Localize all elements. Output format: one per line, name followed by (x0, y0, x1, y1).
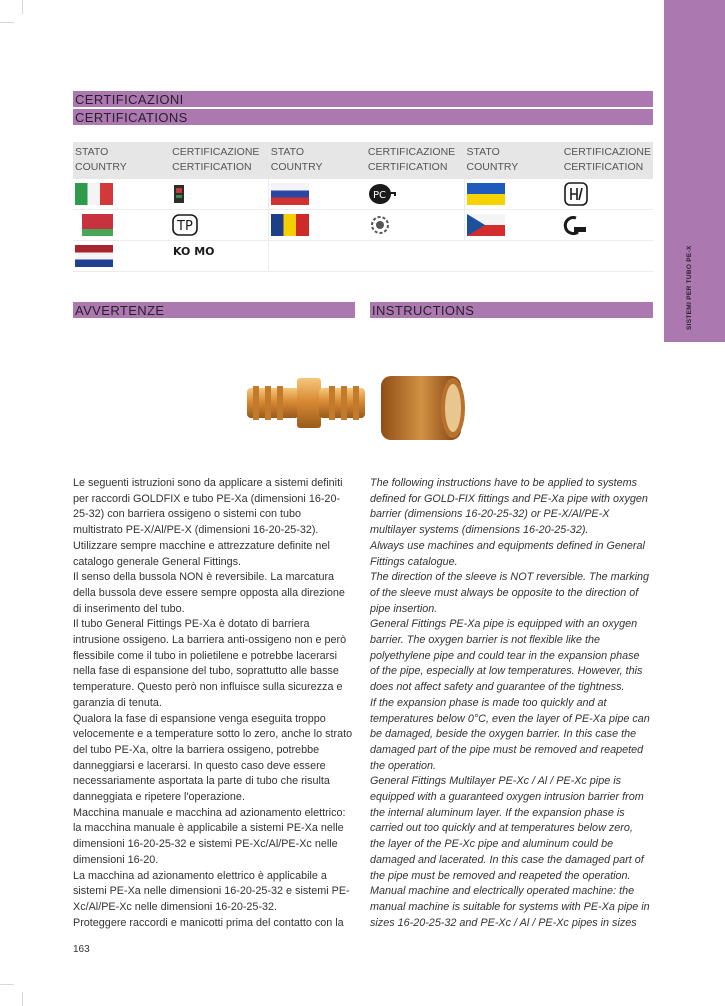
certification-cell (562, 210, 653, 241)
paragraph: Proteggere raccordi e manicotti prima del contatto con la (73, 916, 344, 929)
svg-text:TP: TP (177, 219, 193, 234)
belarus-flag-icon (75, 214, 113, 236)
certifications-title-en: CERTIFICATIONS (73, 109, 653, 125)
column-header: CERTIFICAZIONE CERTIFICATION (366, 142, 465, 179)
country-cell (73, 241, 170, 272)
table-row (73, 179, 653, 210)
paragraph: Manual machine and electrically operated machine: the manual machine is suitable for systems with PE-Xa pipe in sizes 16-20-25-32 and PE-Xc / Al / PE-Xc pipes in sizes (370, 885, 650, 929)
paragraph: Il tubo General Fittings PE-Xa è dotato di barriera intrusione ossigeno. La barriera anti-ossigeno non e però flessibile come il tubo in polietilene e potrebbe lacerarsi nella fase di espansione del tubo, soprattutto alle basse temperature. Questo però non influisce sulla sicurezza e garanzia di tenuta. (73, 618, 347, 709)
netherlands-flag-icon (75, 245, 113, 267)
instructions-heading: INSTRUCTIONS (370, 302, 653, 318)
certification-cell (170, 210, 269, 241)
paragraph: Le seguenti istruzioni sono da applicare a sistemi definiti per raccordi GOLDFIX e tubo PE-Xa (dimensioni 16-20-25-32) con barriera ossigeno o sistemi con tubo multistrato PE-X/Al/PE-X (dimensioni 16-20-25-32). (73, 477, 343, 537)
certifications-table (73, 142, 653, 272)
romania-flag-icon (271, 214, 309, 236)
column-header: STATO COUNTRY (73, 142, 170, 179)
warnings-text-italian (73, 476, 353, 931)
crop-mark (22, 992, 23, 1006)
fittings-photo (243, 366, 473, 450)
svg-text:PC: PC (372, 190, 386, 201)
column-header: STATO COUNTRY (465, 142, 562, 179)
instructions-text-english (370, 476, 650, 931)
svg-text:KO MO: KO MO (173, 245, 215, 258)
table-row (73, 210, 653, 241)
side-tab-label: SISTEMI PER TUBO PE-X (686, 245, 693, 330)
paragraph: Qualora la fase di espansione venga eseguita troppo velocemente e a temperature sotto lo zero, anche lo strato del tubo PE-Xa, oltre la barriera ossigeno, potrebbe danneggiarsi e lacerarsi. In questo caso deve essere necessariamente asportata la parte di tubo che risulta danneggiata e ripetere l'operazione. (73, 712, 353, 804)
country-cell (269, 179, 366, 210)
empty-cell (269, 241, 653, 272)
certifications-header (73, 91, 653, 125)
paragraph: General Fittings Multilayer PE-Xc / Al / PE-Xc pipe is equipped with a guaranteed oxygen intrusion barrier from the internal aluminum layer. If the expansion phase is carried out too quickly and at temperatures below zero, the layer of the PE-Xc pipe and aluminum could be damaged and lacerated. In this case the damaged part of the pipe must be removed and reapeted the operation. (370, 775, 644, 882)
section-side-tab (664, 0, 725, 342)
country-cell (465, 179, 562, 210)
crop-mark (0, 984, 14, 985)
crop-mark (0, 22, 14, 23)
paragraph: The direction of the sleeve is NOT reversible. The marking of the sleeve must always be opposite to the direction of pipe insertion. (370, 571, 650, 615)
warnings-heading: AVVERTENZE (73, 302, 355, 318)
coupling-fitting (247, 378, 365, 428)
page-number: 163 (73, 944, 90, 955)
paragraph: If the expansion phase is made too quickly and at temperatures below 0°C, even the layer of PE-Xa pipe can be damaged, beside the oxygen barrier. In this case the damaged part of the pipe must be removed and reapeted the operation. (370, 696, 650, 772)
paragraph: La macchina ad azionamento elettrico è applicabile a sistemi PE-Xa nelle dimensioni 16-20-25-32 e sistemi PE-Xc/Al/PE-Xc nelle dimensioni 16-20-25-32. (73, 869, 350, 913)
eac-tp-mark-icon (172, 214, 202, 236)
table-row (73, 241, 653, 272)
certification-cell (170, 179, 269, 210)
column-header: CERTIFICAZIONE CERTIFICATION (562, 142, 653, 179)
ukraine-flag-icon (467, 183, 505, 205)
gost-r-mark-icon (368, 183, 396, 205)
certifications-title-it: CERTIFICAZIONI (73, 91, 653, 107)
column-header: CERTIFICAZIONE CERTIFICATION (170, 142, 269, 179)
column-header: STATO COUNTRY (269, 142, 366, 179)
country-cell (269, 210, 366, 241)
paragraph: Macchina manuale e macchina ad azionamento elettrico: la macchina manuale è applicabile a sistemi PE-Xa nelle dimensioni 16-20-25-32 e sistemi PE-Xc/Al/PE-Xc nelle dimensioni 16-20. (73, 806, 346, 866)
sleeve-fitting (381, 376, 465, 440)
romanian-certification-mark-icon (368, 213, 392, 237)
certification-cell (366, 179, 465, 210)
ukrsepro-mark-icon (564, 182, 588, 206)
country-cell (73, 179, 170, 210)
certification-cell (366, 210, 465, 241)
country-cell (465, 210, 562, 241)
komo-mark-icon (172, 244, 215, 268)
italian-certification-mark-icon (172, 184, 186, 204)
certification-cell (562, 179, 653, 210)
czech-flag-icon (467, 214, 505, 236)
paragraph: Il senso della bussola NON è reversibile. La marcatura della bussola deve essere sempre opposta alla direzione di inserimento del tubo. (73, 571, 345, 615)
crop-mark (22, 0, 23, 14)
russia-flag-icon (271, 183, 309, 205)
paragraph: The following instructions have to be applied to systems defined for GOLD-FIX fittings and PE-Xa pipe with oxygen barrier (dimensions 16-20-25-32) or PE-X/Al/PE-X multilayer systems (dimensions 16-20-25-32). (370, 477, 648, 537)
table-header-row (73, 142, 653, 179)
czech-certification-mark-icon (564, 215, 588, 235)
italy-flag-icon (75, 183, 113, 205)
paragraph: Utilizzare sempre macchine e attrezzature definite nel catalogo generale General Fittings. (73, 539, 330, 568)
paragraph: Always use machines and equipments defined in General Fittings catalogue. (370, 539, 645, 568)
certification-cell (170, 241, 269, 272)
country-cell (73, 210, 170, 241)
paragraph: General Fittings PE-Xa pipe is equipped with an oxygen barrier. The oxygen barrier is not flexible like the polyethylene pipe and could tear in the expansion phase of the pipe, especially at low temperatures. However, this does not affect safety and guarantee of the tightness. (370, 618, 643, 694)
